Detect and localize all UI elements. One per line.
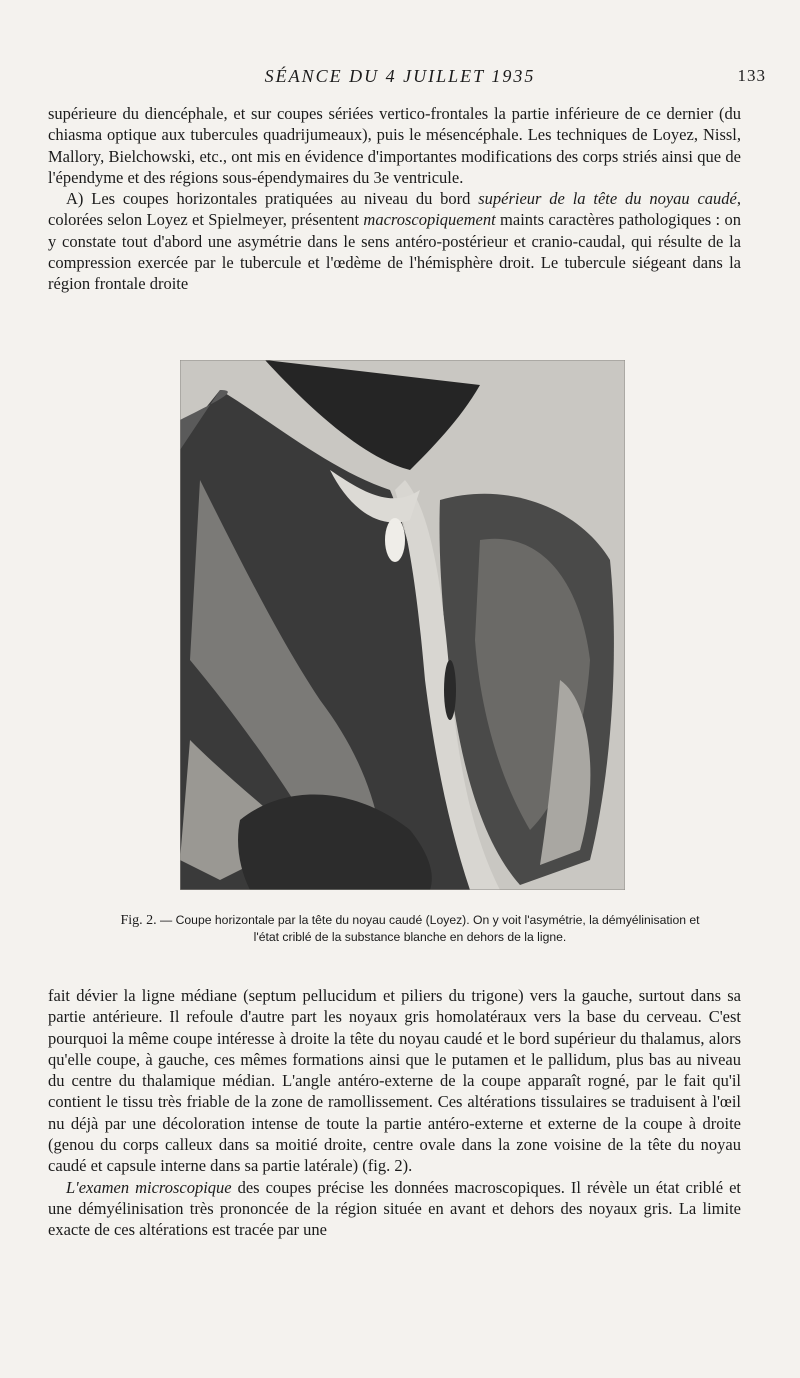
paragraph: supérieure du diencéphale, et sur coupes sériées vertico-frontales la partie inférieure de ce dernier (du chiasma optique aux tubercules quadrijumeaux), puis le mésencéphale. Les techniques de Loyez, Nissl, Mallory, Bielchowski, etc., ont mis en évidence d'importantes modifications des corps striés ainsi que de l'épendyme et des régions sous-épendymaires du 3e ventricule. (48, 104, 741, 187)
paragraph: fait dévier la ligne médiane (septum pellucidum et piliers du trigone) vers la gauche, surtout dans sa partie antérieure. Il refoule d'autre part les noyaux gris homolatéraux vers la base du cerveau. C'est pourquoi la même coupe intéresse à droite la tête du noyau caudé et le bord supérieur du thalamus, alors qu'elle coupe, à gauche, ces mêmes formations ainsi que le putamen et le pallidum, plus bas au niveau du centre du thalamique médian. L'angle antéro-externe de la coupe apparaît rogné, par le fait qu'il contient le tissu très friable de la zone de ramollissement. Ces altérations tissulaires se traduisent à l'œil nu déjà par une décoloration intense de toute la partie antéro-externe et externe de la coupe à droite (genou du corps calleux dans sa moitié droite, centre ovale dans la zone voisine de la tête du noyau caudé et capsule interne dans sa partie latérale) (fig. 2). (48, 986, 741, 1176)
figure-brain-section (180, 360, 625, 890)
caption-text: — Coupe horizontale par la tête du noyau caudé (Loyez). On y voit l'asymétrie, la démyélinisation et l'état criblé de la substance blanche en dehors de la ligne. (156, 913, 700, 944)
text-run: maints caractères pathologiques : on y constate tout d'abord une asymétrie dans le sens antéro-postérieur et cranio-caudal, qui résulte de la compression exercée par le tubercule et l'œdème de l'hémisphère droit. Le tubercule siégeant dans la région frontale droite (48, 210, 741, 294)
text-run: A) Les coupes horizontales pratiquées au niveau du bord (66, 189, 479, 209)
text-block-top (48, 103, 741, 295)
brain-section-image (180, 360, 625, 890)
paragraph (48, 1177, 741, 1241)
caption-label: Fig. 2. (120, 913, 157, 928)
paragraph (48, 188, 741, 294)
text-block-bottom (48, 985, 741, 1241)
italic-run: L'examen microscopique (66, 1177, 232, 1197)
figure-caption (110, 912, 710, 945)
running-head (0, 66, 800, 90)
page-number: 133 (737, 66, 766, 85)
italic-run: supérieur de la tête du noyau caudé (478, 189, 737, 209)
text-run: , colorées selon Loyez et Spielmeyer, présentent (48, 189, 741, 230)
italic-run: macroscopiquement (363, 210, 496, 230)
text-run: des coupes précise les données macroscopiques. Il révèle un état criblé et une démyélinisation très prononcée de la région située en avant et dehors des noyaux gris. La limite exacte de ces altérations est tracée par une (48, 1177, 741, 1240)
running-title: SÉANCE DU 4 JUILLET 1935 (264, 66, 536, 86)
